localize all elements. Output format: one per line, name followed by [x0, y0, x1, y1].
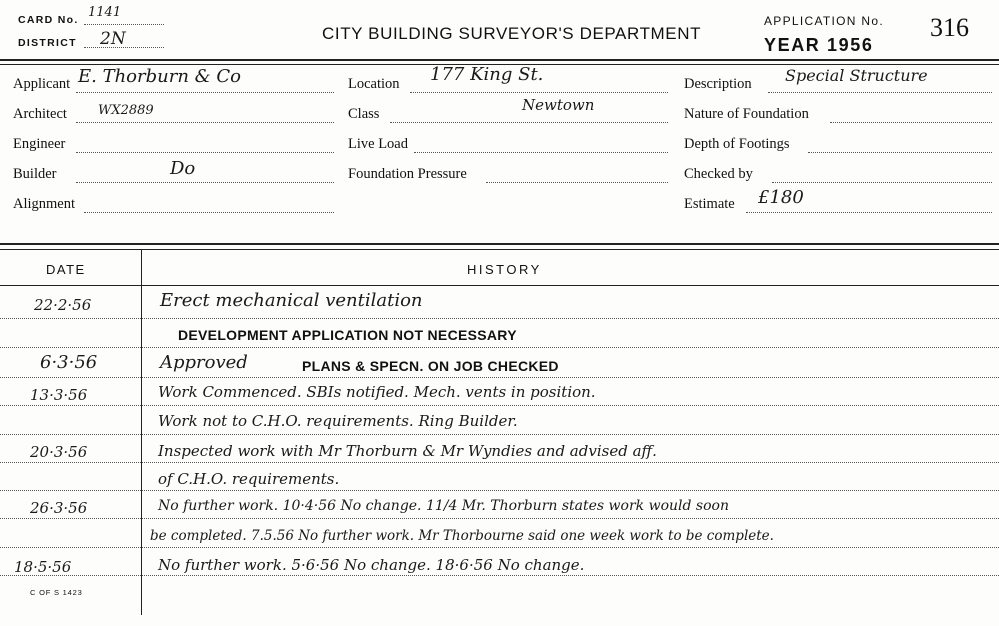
location-value: 177 King St. — [430, 64, 544, 85]
class-label: Class — [348, 106, 380, 122]
history-date: 26·3·56 — [30, 499, 88, 517]
builder-value: Do — [170, 158, 196, 179]
plans-stamp: PLANS & SPECN. ON JOB CHECKED — [302, 358, 559, 374]
form-code: C OF S 1423 — [30, 588, 83, 597]
history-date: 20·3·56 — [30, 443, 88, 461]
alignment-label: Alignment — [13, 196, 76, 212]
applicant-value: E. Thorburn & Co — [78, 66, 242, 87]
card-no-label: CARD No. — [18, 14, 79, 26]
history-entry: No further work. 5·6·56 No change. 18·6·56 No change. — [158, 556, 585, 574]
date-column-header: DATE — [46, 262, 86, 277]
builder-label: Builder — [13, 166, 57, 182]
history-date: 6·3·56 — [40, 352, 98, 373]
depth-of-footings-label: Depth of Footings — [684, 136, 790, 152]
card-no-value: 1141 — [88, 5, 122, 20]
history-date: 22·2·56 — [34, 296, 92, 314]
history-entry: Work Commenced. SBIs notified. Mech. vents in position. — [158, 383, 596, 401]
history-entry: Inspected work with Mr Thorburn & Mr Wyndies and advised aff. — [158, 442, 657, 460]
application-no-value: 316 — [930, 13, 969, 42]
approved-entry: Approved — [160, 352, 248, 373]
foundation-pressure-label: Foundation Pressure — [348, 166, 467, 182]
history-date: 18·5·56 — [14, 558, 72, 576]
description-label: Description — [684, 76, 752, 92]
history-entry: of C.H.O. requirements. — [158, 470, 340, 488]
location-label: Location — [348, 76, 400, 92]
department-title: CITY BUILDING SURVEYOR'S DEPARTMENT — [322, 24, 702, 43]
engineer-label: Engineer — [13, 136, 66, 152]
estimate-value: £180 — [758, 187, 804, 208]
architect-label: Architect — [13, 106, 67, 122]
history-column-header: HISTORY — [467, 262, 542, 277]
development-stamp: DEVELOPMENT APPLICATION NOT NECESSARY — [178, 327, 517, 343]
history-entry: be completed. 7.5.56 No further work. Mr Thorbourne said one week work to be complete. — [150, 528, 774, 544]
checked-by-label: Checked by — [684, 166, 753, 182]
location-suburb: Newtown — [522, 96, 595, 114]
history-entry: Erect mechanical ventilation — [160, 290, 423, 311]
history-entry: No further work. 10·4·56 No change. 11/4 Mr. Thorburn states work would soon — [158, 498, 729, 514]
year-label: YEAR 1956 — [764, 35, 874, 55]
nature-of-foundation-label: Nature of Foundation — [684, 106, 809, 122]
district-label: DISTRICT — [18, 37, 77, 49]
application-no-label: APPLICATION No. — [764, 14, 884, 28]
history-entry: Work not to C.H.O. requirements. Ring Builder. — [158, 412, 518, 430]
applicant-label: Applicant — [13, 76, 71, 92]
history-date: 13·3·56 — [30, 386, 88, 404]
estimate-label: Estimate — [684, 196, 735, 212]
live-load-label: Live Load — [348, 136, 408, 152]
description-value: Special Structure — [785, 66, 928, 85]
architect-value: WX2889 — [98, 103, 154, 118]
district-value: 2N — [100, 29, 126, 49]
